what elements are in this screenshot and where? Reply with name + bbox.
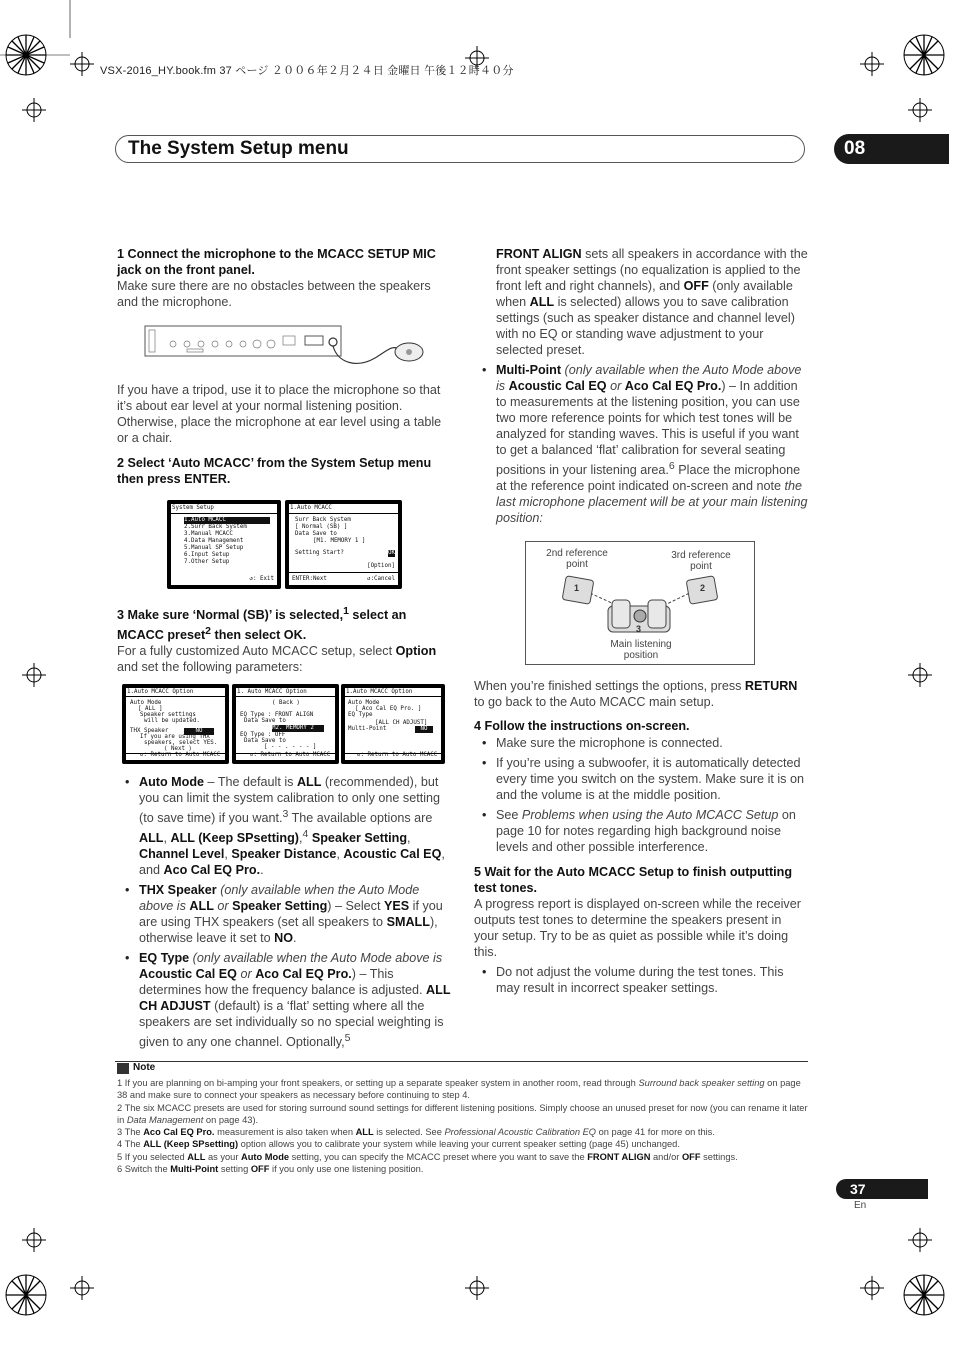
- f1-italic: Surround back speaker setting: [638, 1078, 765, 1088]
- step-3-title-a: 3 Make sure ‘Normal (SB)’ is selected,: [117, 608, 344, 623]
- footnote-6: [117, 1163, 810, 1175]
- note-label: Note: [133, 1062, 156, 1073]
- mp-italic: (only available when the Auto Mode above is: [496, 363, 802, 393]
- osd1-item-1: 2.Surr Back System: [184, 524, 247, 530]
- b1-text-c: The available options are: [288, 811, 433, 826]
- mp-text-a: ) – In addition to measurements at the listening position, you can use two more reference points for which test tones will be analyzed for standing waves. This is useful if you want to get a balanced ‘flat’ calibration for several seating positions in your listening area.: [496, 379, 800, 478]
- osd-option-thx: [122, 684, 229, 764]
- mp-aco-cal-eq-pro: Aco Cal EQ Pro.: [624, 379, 722, 393]
- bullet-auto-mode: • Auto Mode – The default is ALL (recommended), but you can limit the system calibration to only one setting (to save time) if you want.$^3$ The available options are ALL, ALL (Keep SPsetting),$^4$ Speaker Setting, Channel Level, Speaker Distance, Acoustic Cal EQ, and Aco Cal EQ Pro..: [117, 774, 451, 878]
- crosshair-top-right: [860, 52, 884, 76]
- footnote-ref-3: 3: [282, 808, 289, 820]
- b2-small: SMALL: [386, 915, 430, 930]
- osd2-line-2: [ Normal (SB) ]: [295, 524, 348, 530]
- f3-c: is selected. See: [373, 1127, 445, 1138]
- tripod-text: If you have a tripod, use it to place the microphone so that it’s about ear level at your normal listening position. Otherwise, place the microphone at ear level using a table or a chair.: [117, 383, 442, 445]
- osd3-line-6: If you are using THX: [140, 734, 210, 740]
- option-bullets: [117, 774, 451, 1051]
- b3-acoustic-cal-eq: Acoustic Cal EQ: [139, 967, 237, 982]
- b3-text-b: (default) is a ‘flat’ setting where all the speakers are set individually so no special weighting is given to any one channel. Optionally,: [139, 999, 444, 1050]
- language-code: En: [854, 1200, 867, 1211]
- f3-a: 3 The: [117, 1127, 144, 1138]
- osd2-line-4: [M1. MEMORY 1 ]: [313, 538, 366, 544]
- osd1-item-0: 1.Auto MCACC: [184, 517, 270, 524]
- osd1-item-4: 5.Manual SP Setup: [184, 545, 244, 551]
- osd1-title: System Setup: [172, 505, 214, 511]
- footnote-1: [117, 1077, 810, 1102]
- b1-and: , and: [139, 847, 445, 878]
- footnote-3: [117, 1126, 810, 1138]
- step-1-title: 1 Connect the microphone to the MCACC SETUP MIC jack on the front panel.: [117, 247, 436, 277]
- osd4-line-3: Data Save to: [244, 718, 286, 724]
- file-info-line: VSX-2016_HY.book.fm 37 ページ ２００６年２月２４日 金曜日 午後１２時４０分: [100, 65, 514, 77]
- step-2-title: 2 Select ‘Auto MCACC’ from the System Setup menu then press ENTER.: [117, 456, 432, 486]
- step-3-title-b: select an MCACC preset: [117, 608, 407, 643]
- osd4-line-4: EQ Type : OFF: [240, 732, 286, 738]
- osd5-title: 1.Auto MCACC Option: [346, 689, 413, 695]
- footnote-ref-2: 2: [205, 625, 212, 638]
- crosshair-top-left: [70, 52, 94, 76]
- eq-type-label: EQ Type: [139, 951, 190, 966]
- osd2-line-5: Setting Start?: [295, 550, 344, 556]
- f5-b: as your: [205, 1151, 242, 1162]
- b1-opt-7: Aco Cal EQ Pro.: [163, 863, 261, 878]
- b1-text-b: (recommended), but you can limit the system calibration to only one setting (to save time) if you want.: [139, 775, 441, 826]
- b1-opt-1: ALL: [139, 831, 164, 846]
- crosshair-bottom-right: [860, 1276, 884, 1300]
- finish-paragraph: [474, 678, 808, 710]
- osd4-memory: M2. MEMORY 2: [272, 725, 324, 732]
- mp-acoustic-cal-eq: Acoustic Cal EQ: [508, 379, 607, 393]
- b2-yes: YES: [383, 899, 410, 914]
- osd5-line-4: [ALL CH ADJUST]: [375, 720, 428, 726]
- page-number: 37: [836, 1179, 928, 1199]
- osd3-line-2: [ ALL ]: [138, 706, 163, 712]
- front-panel-illustration: [143, 324, 433, 372]
- bullet-thx-speaker: • THX Speaker (only available when the Auto Mode above is ALL or Speaker Setting) – Select YES if you are using THX speakers (set all speakers to SMALL), otherwise leave it set to NO.: [117, 882, 451, 946]
- option-keyword: Option: [395, 644, 437, 659]
- step-3-title-c: then select OK.: [211, 628, 307, 643]
- f5-c: setting, you can specify the MCACC preset where you want to save the: [289, 1151, 588, 1162]
- crosshair-bottom-center: [465, 1276, 489, 1300]
- crosshair-left-lower: [22, 1228, 46, 1252]
- step-4-bullet-2: • If you’re using a subwoofer, it is automatically detected every time you switch on the system. Make sure it is on and the volume is at the middle position.: [474, 755, 808, 803]
- crosshair-left-middle: [22, 663, 46, 687]
- note-divider: [115, 1061, 808, 1062]
- b3-text-a: ) – This determines how the frequency balance is adjusted.: [139, 967, 427, 998]
- osd3-footer: ↺: Return to Auto MCACC: [140, 752, 221, 759]
- osd4-line-6: [ - - . - - - ]: [264, 744, 317, 750]
- step-3-body: [117, 643, 451, 675]
- osd2-option: [Option]: [367, 563, 395, 569]
- step-3: [117, 603, 451, 675]
- b1-opt-3: Speaker Setting: [311, 831, 408, 846]
- fa-text-c: is selected) allows you to save calibration settings (such as speaker distance and channel level) with no EQ or standing wave adjustment to your selected preset.: [496, 295, 795, 357]
- step-5-bullet-1: • Do not adjust the volume during the test tones. This may result in incorrect speaker settings.: [474, 964, 808, 996]
- f3-bold-1: Aco Cal EQ Pro.: [143, 1127, 215, 1138]
- b2-text-c: ), otherwise leave it set to: [139, 915, 438, 946]
- osd5-line-1: Auto Mode: [348, 700, 380, 706]
- f3-bold-2: ALL: [355, 1127, 374, 1138]
- osd2-footer-next: ENTER:Next: [292, 576, 327, 583]
- osd3-footer-text: : Return to Auto MCACC: [143, 752, 221, 759]
- registration-mark-top-right: [894, 0, 954, 100]
- finish-text-a: When you’re finished settings the options, press: [474, 679, 745, 693]
- osd-option-multipoint: [341, 684, 445, 764]
- label-2nd-reference: 2nd reference point: [546, 548, 608, 570]
- diagram-number-1: 1: [574, 583, 580, 593]
- step-3-title: [117, 603, 451, 643]
- osd4-line-5: Data Save to: [244, 738, 286, 744]
- multi-point-label: Multi-Point: [496, 363, 562, 377]
- right-column-top: [474, 246, 808, 526]
- b1-opt-4: Channel Level: [139, 847, 225, 862]
- f4-b: option allows you to calibrate your system while leaving your current speaker setting (page 45) unchanged.: [238, 1139, 680, 1150]
- multi-point-diagram: [525, 541, 755, 665]
- left-column: [117, 246, 451, 310]
- crosshair-bottom-left: [70, 1276, 94, 1300]
- f2-italic: Data Management: [126, 1114, 204, 1125]
- osd5-footer: ↺: Return to Auto MCACC: [357, 752, 438, 759]
- note-pencil-icon: [117, 1063, 129, 1074]
- footnotes: [117, 1077, 810, 1175]
- f1-a: 1 If you are planning on bi-amping your front speakers, or setting up a separate speaker system in another room, read through: [117, 1078, 639, 1088]
- f3-d: on page 41 for more on this.: [596, 1127, 715, 1138]
- osd4-line-2: EQ Type : FRONT ALIGN: [240, 712, 314, 718]
- b2-no: NO: [274, 931, 293, 946]
- crosshair-right-middle: [908, 663, 932, 687]
- osd2-ok-button: OK: [388, 550, 395, 556]
- osd4-footer: ↺: Return to Auto MCACC: [250, 752, 331, 759]
- footnote-ref-5: 5: [344, 1032, 351, 1045]
- f6-bold-1: Multi-Point: [170, 1164, 219, 1175]
- osd3-line-7: speakers, select YES.: [144, 740, 218, 746]
- bullet-eq-type: [117, 950, 451, 1050]
- f1-b: on page 38 and make sure to connect your speakers as necessary before continuing to step 4.: [117, 1078, 801, 1101]
- step-4-bullet-1: • Make sure the microphone is connected.: [474, 735, 808, 751]
- step-3-body-b: and set the following parameters:: [117, 660, 303, 675]
- b1-text-a: – The default is: [204, 775, 297, 789]
- f5-d: and/or: [650, 1151, 682, 1162]
- f5-bold-1: ALL: [187, 1151, 206, 1162]
- footnote-4: [117, 1138, 810, 1150]
- f6-a: 6 Switch the: [117, 1164, 171, 1175]
- label-3rd-reference: 3rd reference point: [671, 550, 731, 572]
- b2-or: or: [213, 899, 233, 914]
- osd5-line-3: EQ Type: [348, 712, 373, 718]
- b3-or: or: [236, 967, 256, 982]
- chapter-number: 08: [834, 134, 949, 164]
- b1-all: ALL: [296, 775, 322, 789]
- b2-text-b: if you are using THX speakers (set all speakers to: [139, 899, 443, 930]
- s4b3-text-a: See: [496, 808, 522, 822]
- f6-b: setting: [218, 1164, 251, 1175]
- step-4-bullet-3: [474, 807, 808, 855]
- f4-bold: ALL (Keep SPsetting): [143, 1139, 239, 1150]
- footnote-5: [117, 1151, 810, 1163]
- b3-all-ch-adjust: ALL CH ADJUST: [139, 983, 451, 1014]
- osd3-line-5: THX Speaker: [130, 728, 169, 734]
- osd1-item-6: 7.Other Setup: [184, 559, 230, 565]
- f5-e: settings.: [700, 1151, 738, 1162]
- diagram-number-3: 3: [636, 624, 642, 634]
- osd-auto-mcacc: [285, 500, 402, 589]
- osd2-line-3: Data Save to: [295, 531, 337, 537]
- osd5-line-2: [ Aco Cal EQ Pro. ]: [355, 706, 422, 712]
- osd1-item-5: 6.Input Setup: [184, 552, 230, 558]
- f5-bold-3: FRONT ALIGN: [587, 1151, 651, 1162]
- crosshair-right-upper: [908, 98, 932, 122]
- osd-option-eqtype: [232, 684, 339, 764]
- osd1-item-3: 4.Data Management: [184, 538, 244, 544]
- osd2-footer-cancel-text: :Cancel: [370, 576, 395, 583]
- step-4-title: 4 Follow the instructions on-screen.: [474, 719, 690, 733]
- f3-italic: Professional Acoustic Calibration EQ: [444, 1127, 597, 1138]
- finish-text-b: to go back to the Auto MCACC main setup.: [474, 695, 715, 709]
- footnote-ref-1: 1: [343, 605, 349, 617]
- osd3-line-8: ( Next ): [164, 746, 192, 752]
- osd1-footer: ↺: Exit: [249, 576, 274, 583]
- osd3-line-1: Auto Mode: [130, 700, 162, 706]
- b2-italic: (only available when the Auto Mode above is: [139, 883, 420, 914]
- crosshair-left-upper: [22, 98, 46, 122]
- b3-aco-cal-eq-pro: Aco Cal EQ Pro.: [255, 967, 352, 982]
- fa-text-a: sets all speakers in accordance with the front speaker settings (no equalization is applied to the front left and right channels), and: [496, 247, 808, 293]
- step-1-body: Make sure there are no obstacles between the speakers and the microphone.: [117, 279, 431, 309]
- step-5-body: A progress report is displayed on-screen while the receiver outputs test tones to determine the speakers present in your setup. Try to be as quiet as possible while it’s doing this.: [474, 897, 801, 959]
- osd2-footer-cancel: ↺:Cancel: [367, 576, 395, 583]
- f6-c: if you only use one listening position.: [269, 1164, 424, 1175]
- fa-text-b: (only available when: [496, 279, 793, 309]
- b2-speaker-setting: Speaker Setting: [232, 899, 328, 914]
- return-keyword: RETURN: [744, 679, 798, 693]
- osd2-line-1: Surr Back System: [295, 517, 351, 523]
- osd5-no: NO: [415, 726, 433, 733]
- osd1-footer-text: : Exit: [253, 576, 274, 583]
- b1-opt-6: Acoustic Cal EQ: [343, 847, 442, 862]
- page-title: The System Setup menu: [115, 135, 805, 163]
- thx-speaker-label: THX Speaker: [139, 883, 217, 898]
- f5-a: 5 If you selected: [117, 1151, 188, 1162]
- osd-system-setup: [167, 500, 281, 589]
- osd1-item-2: 3.Manual MCACC: [184, 531, 233, 537]
- osd2-title: 1.Auto MCACC: [290, 505, 332, 511]
- front-align-paragraph: [474, 246, 808, 358]
- f2-b: on page 43).: [203, 1114, 259, 1125]
- f6-bold-2: OFF: [250, 1164, 270, 1175]
- osd4-footer-text: : Return to Auto MCACC: [253, 752, 331, 759]
- osd5-line-5: Multi-Point: [348, 726, 387, 732]
- registration-mark-top-left: [0, 0, 100, 100]
- footnote-ref-4: 4: [302, 828, 309, 841]
- b2-text-a: ) – Select: [327, 899, 384, 914]
- auto-mode-label: Auto Mode: [139, 775, 205, 789]
- crosshair-right-lower: [908, 1228, 932, 1252]
- f2-a: 2 The six MCACC presets are used for storing surround sound settings for different listening positions. Simply choose an unused preset for now (you can rename it later in: [117, 1102, 808, 1125]
- b3-italic: (only available when the Auto Mode above is: [189, 951, 443, 966]
- diagram-number-2: 2: [700, 583, 706, 593]
- b2-all: ALL: [189, 899, 214, 914]
- mp-text-b: Place the microphone at the reference point indicated on-screen and note: [496, 463, 801, 494]
- osd3-title: 1.Auto MCACC Option: [127, 689, 194, 695]
- f5-bold-2: Auto Mode: [241, 1151, 290, 1162]
- b1-opt-2: ALL (Keep SPsetting): [170, 831, 299, 846]
- s4b3-italic: Problems when using the Auto MCACC Setup: [521, 808, 779, 822]
- osd3-line-3: Speaker settings: [140, 712, 196, 718]
- footnote-ref-6: 6: [668, 460, 675, 472]
- osd3-no: NO: [184, 728, 214, 735]
- label-main-listening: Main listening position: [610, 639, 672, 661]
- mp-italic-2: the last microphone placement will be at your main listening position:: [496, 479, 808, 526]
- osd3-line-4: will be updated.: [144, 718, 200, 724]
- step-5-title: 5 Wait for the Auto MCACC Setup to finish outputting test tones.: [474, 865, 793, 895]
- fa-off: OFF: [683, 279, 709, 293]
- footnote-2: [117, 1102, 810, 1127]
- f5-bold-4: OFF: [681, 1151, 701, 1162]
- step-3-body-a: For a fully customized Auto MCACC setup, select: [117, 644, 396, 659]
- f4-a: 4 The: [117, 1139, 144, 1150]
- bullet-multi-point: [474, 362, 808, 526]
- osd5-footer-text: : Return to Auto MCACC: [360, 752, 438, 759]
- mp-or: or: [606, 379, 625, 393]
- b1-opt-5: Speaker Distance: [231, 847, 337, 862]
- osd4-line-1: ( Back ): [272, 700, 300, 706]
- f3-b: measurement is also taken when: [214, 1127, 356, 1138]
- osd4-title: 1. Auto MCACC Option: [237, 689, 307, 695]
- right-column-bottom: [474, 678, 808, 996]
- registration-mark-bottom-right: [894, 1270, 954, 1351]
- s4b3-text-b: on page 10 for notes regarding high background noise levels and other possible interference.: [496, 808, 796, 854]
- front-align-label: FRONT ALIGN: [496, 247, 582, 261]
- fa-all: ALL: [529, 295, 555, 309]
- tripod-paragraph: [117, 382, 451, 446]
